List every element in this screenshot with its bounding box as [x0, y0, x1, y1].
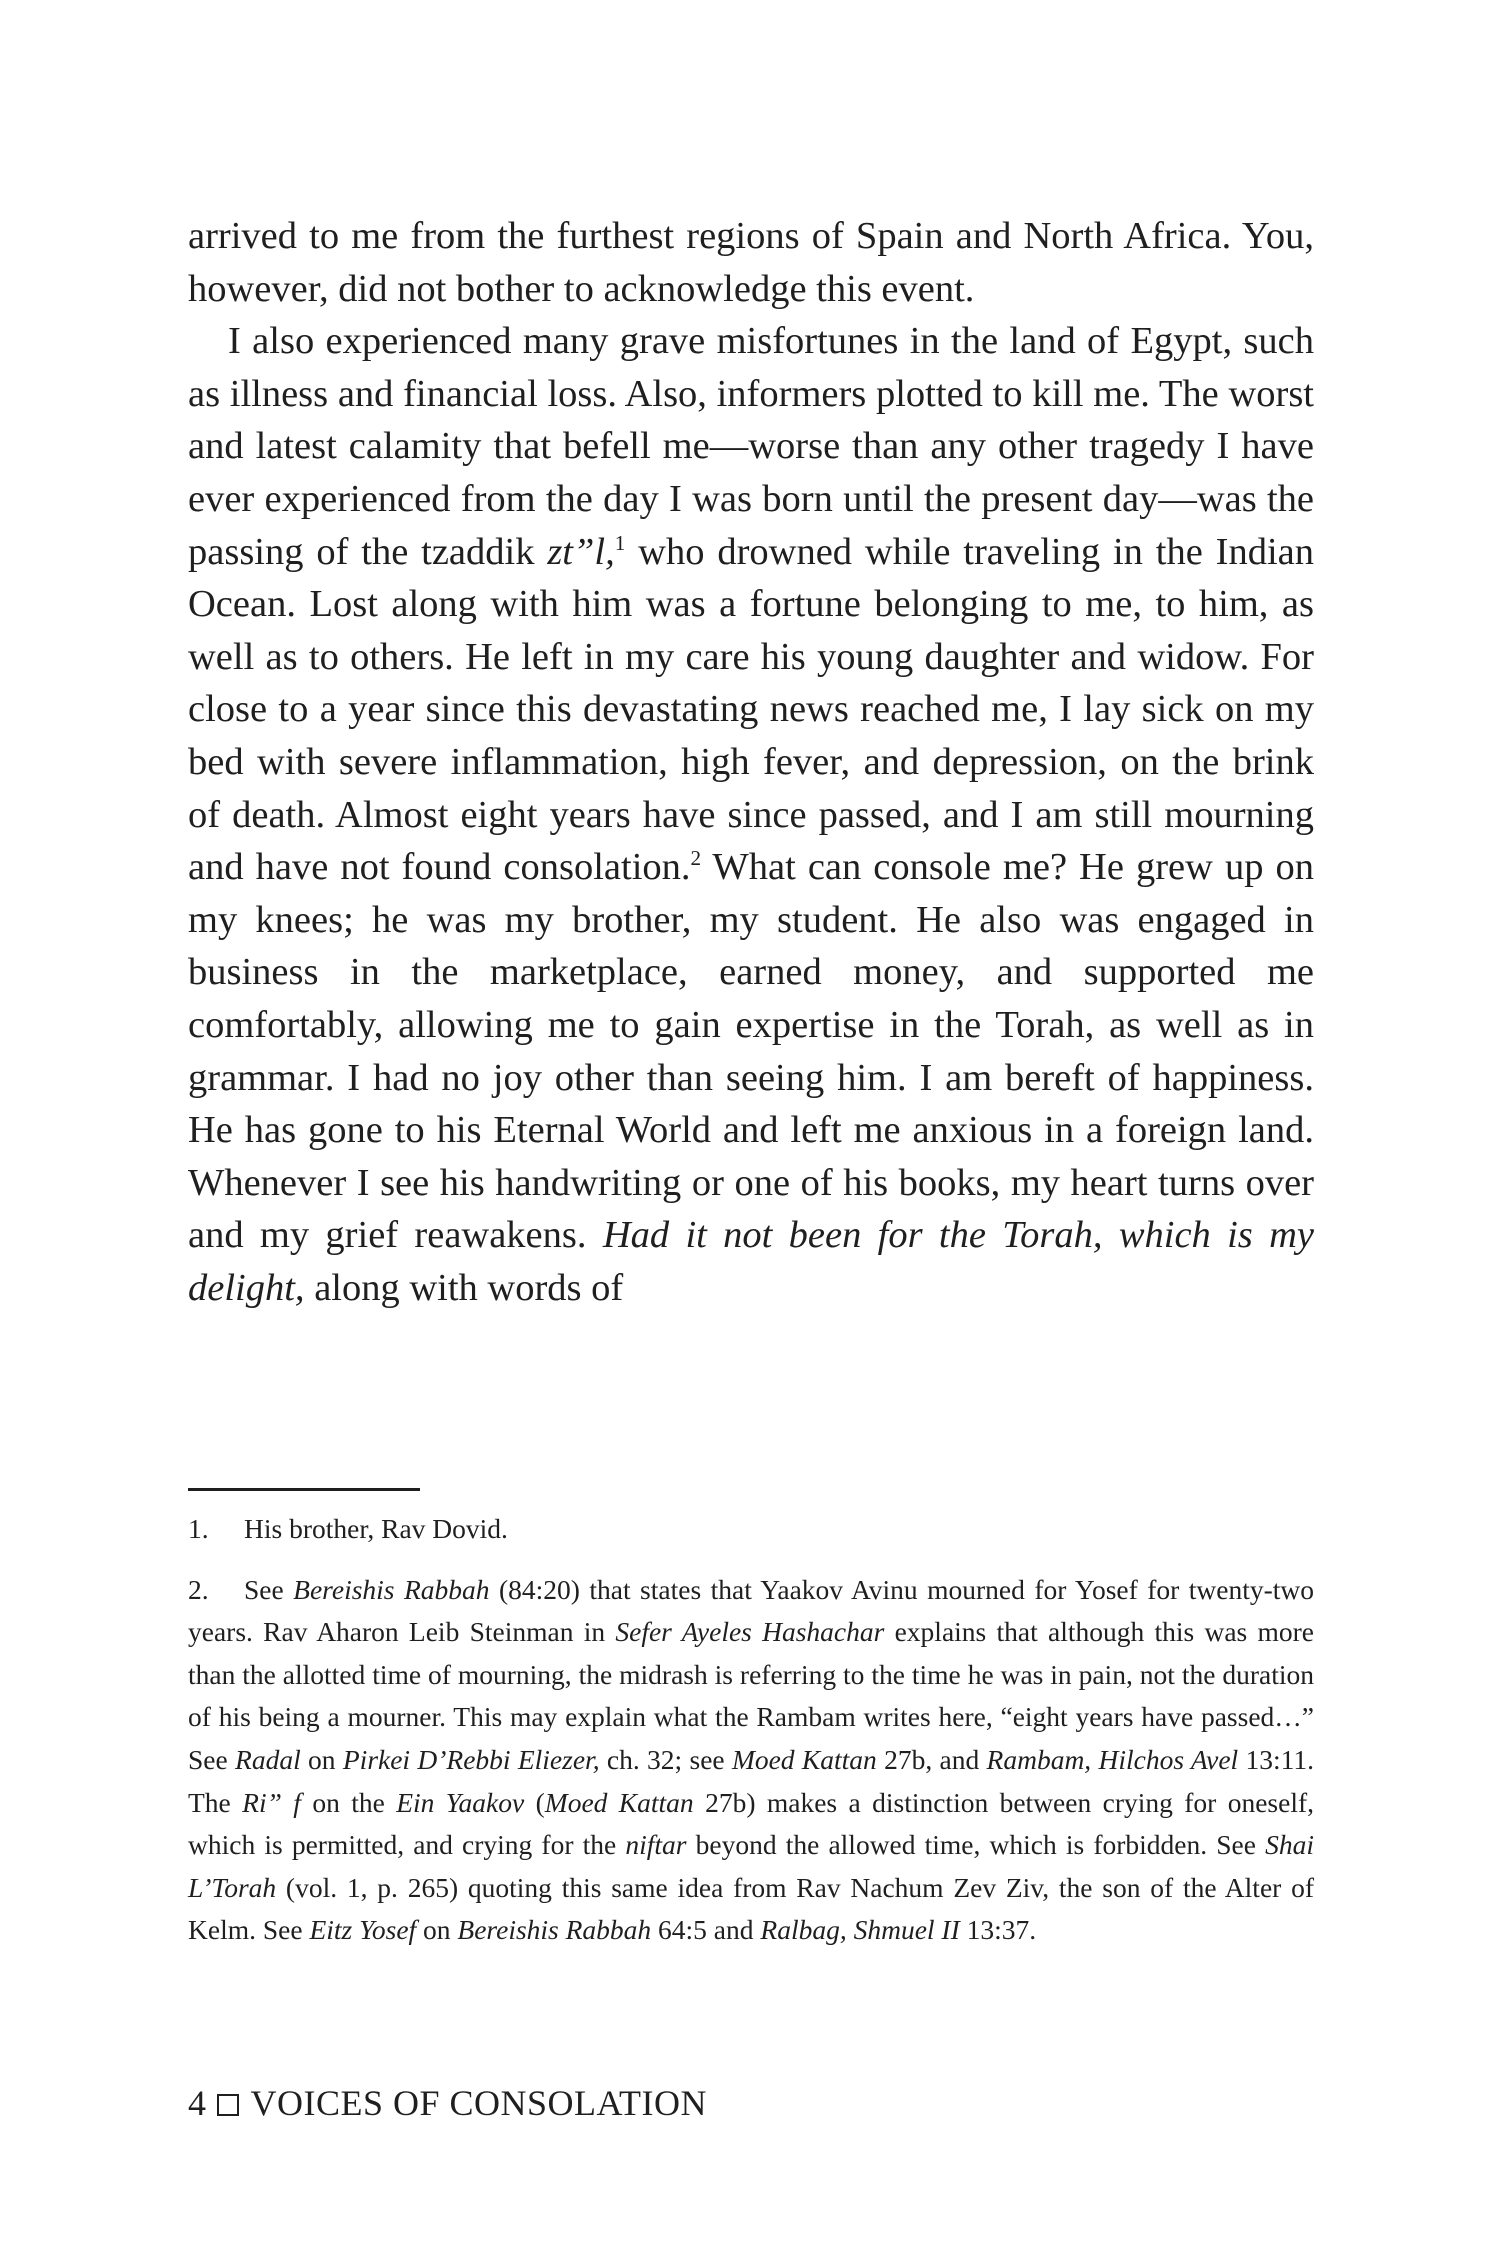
paragraph-1	[188, 210, 1314, 315]
fn2-text: 13:11. The	[188, 1743, 1314, 1818]
fn2-text: (vol. 1, p. 265) quoting this same idea from Rav Nachum Zev Ziv, the son of the Alter of Kelm. See	[188, 1871, 1314, 1946]
fn2-text: on the	[300, 1786, 397, 1818]
footnote-1-number: 1.	[188, 1513, 209, 1544]
footnotes	[188, 1508, 1314, 1970]
zt-l-abbrev: zt”l,	[547, 530, 615, 573]
paragraph-2-text-a: I also experienced many grave misfortunes in the land of Egypt, such as illness and financial loss. Also, informers plotted to kill me. The worst and latest calamity that befell me—worse than any other tragedy I have ever experienced from the day I was born until the present day—was the passing of the tzaddik	[188, 320, 1314, 573]
page-number: 4	[188, 2083, 207, 2123]
running-footer	[188, 2082, 707, 2124]
fn2-italic: Sefer Ayeles Hashachar	[615, 1616, 885, 1648]
fn2-text: 13:37.	[959, 1914, 1037, 1946]
fn2-italic: Ein Yaakov	[396, 1786, 525, 1818]
paragraph-1-text: arrived to me from the furthest regions of Spain and North Africa. You, however, did not bother to acknowledge this event.	[188, 215, 1314, 310]
fn2-text: See	[244, 1573, 294, 1605]
paragraph-2	[188, 315, 1314, 1314]
fn2-italic: niftar	[625, 1829, 687, 1861]
fn2-text: ch. 32; see	[599, 1743, 732, 1775]
fn2-text: on	[416, 1914, 458, 1946]
footnote-1-text: His brother, Rav Dovid.	[244, 1513, 508, 1544]
footnote-2	[188, 1569, 1314, 1952]
paragraph-2-text-c: What can console me? He grew up on my knees; he was my brother, my student. He also was engaged in business in the marketplace, earned money, and supported me comfortably, allowing me to gain expertise in the Torah, as well as in grammar. I had no joy other than seeing him. I am bereft of happiness. He has gone to his Eternal World and left me anxious in a foreign land. Whenever I see his handwriting or one of his books, my heart turns over and my grief reawakens.	[188, 846, 1314, 1257]
footnote-ref-1[interactable]: 1	[614, 530, 626, 555]
fn2-text: beyond the allowed time, which is forbidden. See	[686, 1829, 1266, 1861]
footnote-1	[188, 1508, 1314, 1551]
footnote-2-number: 2.	[188, 1573, 209, 1605]
footnote-separator	[188, 1488, 420, 1491]
fn2-italic: Ralbag, Shmuel II	[760, 1914, 960, 1946]
fn2-italic: Moed Kattan	[731, 1743, 877, 1775]
fn2-text: on	[300, 1743, 343, 1775]
paragraph-2-text-b: who drowned while traveling in the Indian Ocean. Lost along with him was a fortune belonging to me, to him, as well as to others. He left in my care his young daughter and widow. For close to a year since this devastating news reached me, I lay sick on my bed with severe inflammation, high fever, and depression, on the brink of death. Almost eight years have since passed, and I am still mourning and have not found consolation.	[188, 530, 1314, 889]
square-ornament-icon	[217, 2094, 239, 2116]
fn2-text: 27b) makes a distinction between crying for oneself, which is permitted, and crying for the	[188, 1786, 1314, 1861]
fn2-italic: Moed Kattan	[544, 1786, 694, 1818]
main-text	[188, 210, 1314, 1314]
footnote-ref-2[interactable]: 2	[690, 846, 702, 871]
fn2-text: 27b, and	[876, 1743, 987, 1775]
fn2-italic: Pirkei D’Rebbi Eliezer,	[342, 1743, 600, 1775]
fn2-italic: Shai L’Torah	[188, 1829, 1314, 1903]
paragraph-2-text-d: along with words of	[304, 1266, 624, 1309]
fn2-text: (	[524, 1786, 545, 1818]
fn2-text: explains that although this was more than the allotted time of mourning, the midrash is referring to the time he was in pain, not the duration of his being a mourner. This may explain what the Rambam writes here, “eight years have passed…” See	[188, 1616, 1315, 1775]
book-title: VOICES OF CONSOLATION	[250, 2083, 708, 2123]
fn2-italic: Bereishis Rabbah	[293, 1573, 490, 1605]
fn2-italic: Bereishis Rabbah	[457, 1914, 652, 1946]
fn2-italic: Ri” f	[242, 1786, 301, 1818]
fn2-italic: Eitz Yosef	[309, 1914, 417, 1946]
fn2-text: (84:20) that states that Yaakov Avinu mourned for Yosef for twenty-two years. Rav Aharon Leib Steinman in	[188, 1573, 1314, 1648]
fn2-text: 64:5 and	[651, 1914, 761, 1946]
italic-quote: Had it not been for the Torah, which is my delight,	[188, 1214, 1314, 1309]
fn2-italic: Rambam, Hilchos Avel	[986, 1743, 1239, 1775]
fn2-italic: Radal	[235, 1743, 301, 1775]
